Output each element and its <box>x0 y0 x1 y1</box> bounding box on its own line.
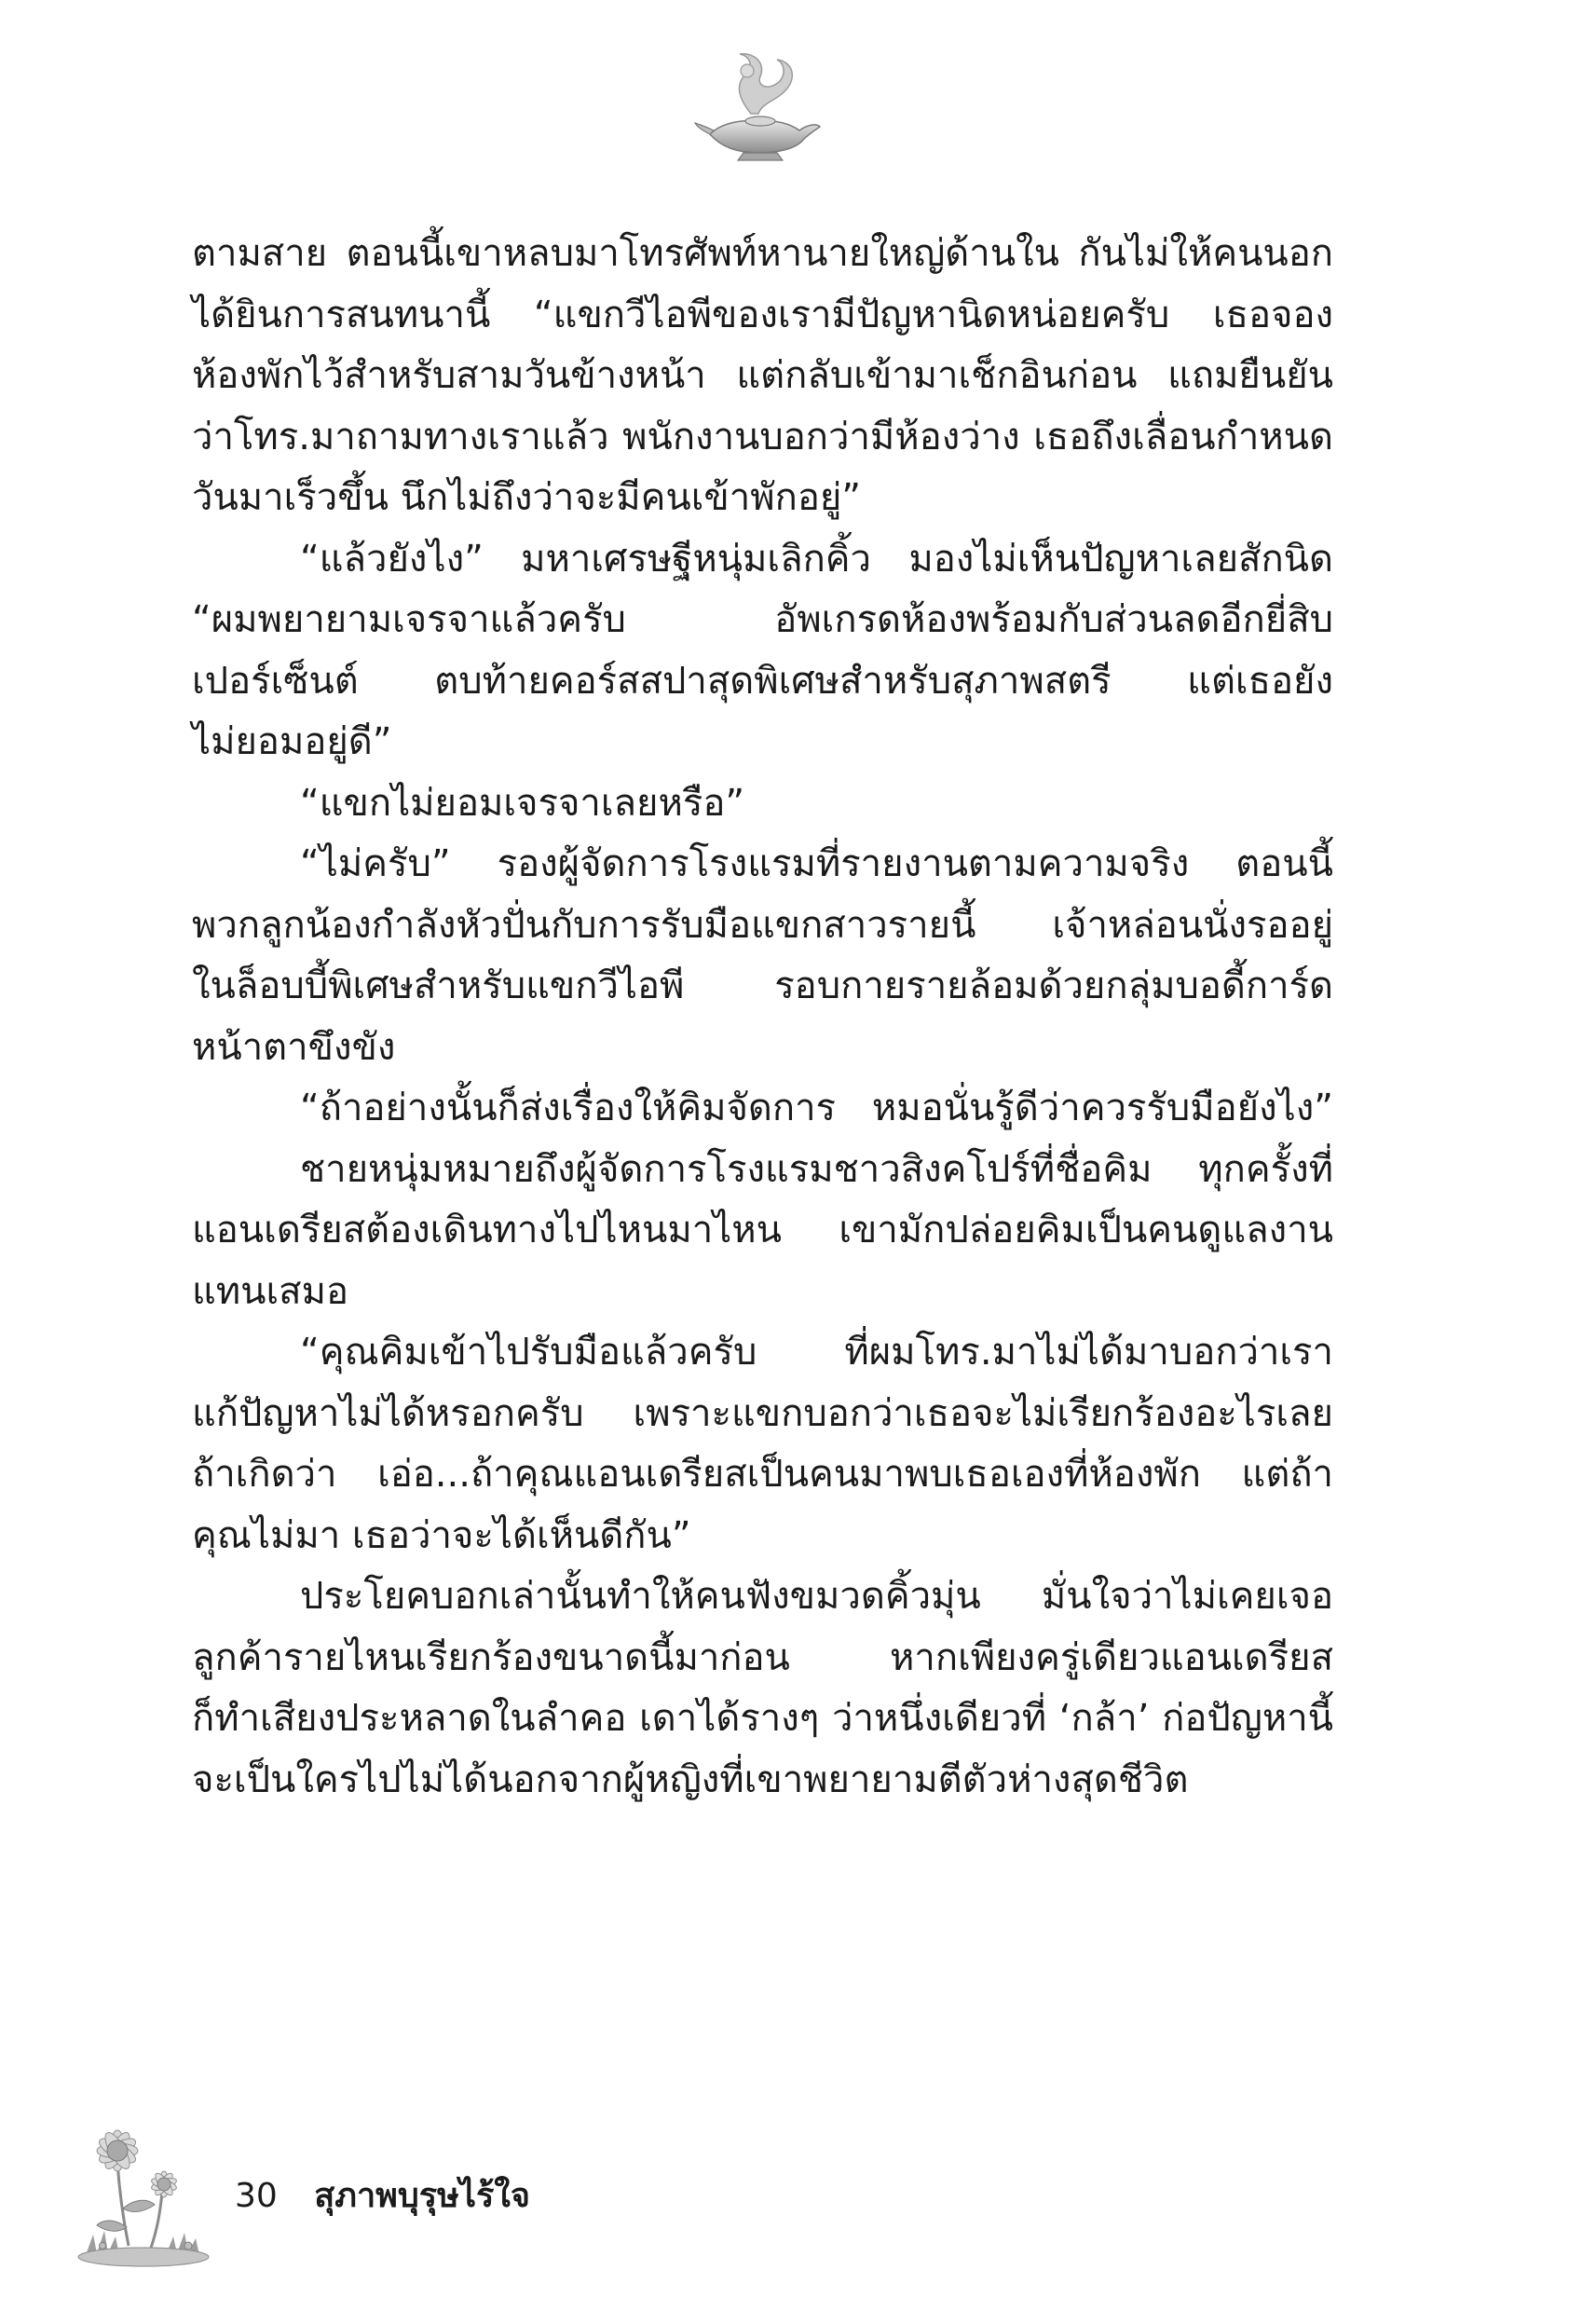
paragraph <box>192 1078 1333 1140</box>
text-line: “คุณคิมเข้าไปรับมือแล้วครับ ที่ผมโทร.มาไม่ได้มาบอกว่าเรา <box>300 1331 1333 1374</box>
text-line: จะเป็นใครไปไม่ได้นอกจากผู้หญิงที่เขาพยายามตีตัวห่างสุดชีวิต <box>192 1757 1189 1801</box>
text-line: ถ้าเกิดว่า เอ่อ...ถ้าคุณแอนเดรียสเป็นคนมาพบเธอเองที่ห้องพัก แต่ถ้า <box>192 1453 1333 1496</box>
book-title: สุภาพบุรุษไร้ใจ <box>314 2177 530 2215</box>
paragraph <box>192 773 1333 835</box>
text-line: แทนเสมอ <box>192 1269 348 1313</box>
text-line: ก็ทำเสียงประหลาดในลำคอ เดาได้รางๆ ว่าหนึ่งเดียวที่ ‘กล้า’ ก่อปัญหานี้ <box>192 1697 1333 1740</box>
text-line: ในล็อบบี้พิเศษสำหรับแขกวีไอพี รอบกายรายล้อมด้วยกลุ่มบอดี้การ์ด <box>192 964 1333 1007</box>
text-line: ห้องพักไว้สำหรับสามวันข้างหน้า แต่กลับเข้ามาเช็กอินก่อน แถมยืนยัน <box>192 354 1333 397</box>
text-line: วันมาเร็วขึ้น นึกไม่ถึงว่าจะมีคนเข้าพักอยู่” <box>192 476 862 519</box>
text-line: แอนเดรียสต้องเดินทางไปไหนมาไหน เขามักปล่อยคิมเป็นคนดูแลงาน <box>192 1209 1333 1251</box>
text-line: “ไม่ครับ” รองผู้จัดการโรงแรมที่รายงานตามความจริง ตอนนี้ <box>300 842 1333 885</box>
page-footer <box>235 2173 530 2220</box>
text-line: ได้ยินการสนทนานี้ “แขกวีไอพีของเรามีปัญหานิดหน่อยครับ เธอจอง <box>192 293 1333 336</box>
paragraph <box>192 224 1333 529</box>
text-line: ไม่ยอมอยู่ดี” <box>192 720 392 763</box>
text-line: “แขกไม่ยอมเจรจาเลยหรือ” <box>300 781 745 825</box>
paragraph <box>192 1566 1333 1811</box>
text-line: “แล้วยังไง” มหาเศรษฐีหนุ่มเลิกคิ้ว มองไม่เห็นปัญหาเลยสักนิด <box>300 537 1333 581</box>
text-line: “ถ้าอย่างนั้นก็ส่งเรื่องให้คิมจัดการ หมอนั่นรู้ดีว่าควรรับมือยังไง” <box>300 1087 1333 1129</box>
sunflower-icon <box>76 2106 216 2269</box>
text-line: ลูกค้ารายไหนเรียกร้องขนาดนี้มาก่อน หากเพียงครู่เดียวแอนเดรียส <box>192 1635 1333 1679</box>
text-line: คุณไม่มา เธอว่าจะได้เห็นดีกัน” <box>192 1513 691 1557</box>
text-line: ว่าโทร.มาถามทางเราแล้ว พนักงานบอกว่ามีห้องว่าง เธอถึงเลื่อนกำหนด <box>192 415 1333 458</box>
paragraph <box>192 1140 1333 1323</box>
text-line: ประโยคบอกเล่านั้นทำให้คนฟังขมวดคิ้วมุ่น มั่นใจว่าไม่เคยเจอ <box>300 1575 1333 1618</box>
text-line: ตามสาย ตอนนี้เขาหลบมาโทรศัพท์หานายใหญ่ด้านใน กันไม่ให้คนนอก <box>192 232 1333 275</box>
text-line: ชายหนุ่มหมายถึงผู้จัดการโรงแรมชาวสิงคโปร์ที่ชื่อคิม ทุกครั้งที่ <box>300 1147 1333 1191</box>
paragraph <box>192 1322 1333 1566</box>
text-line: เปอร์เซ็นต์ ตบท้ายคอร์สสปาสุดพิเศษสำหรับสุภาพสตรี แต่เธอยัง <box>192 659 1333 703</box>
text-line: หน้าตาขึงขัง <box>192 1025 396 1069</box>
text-line: “ผมพยายามเจรจาแล้วครับ อัพเกรดห้องพร้อมกับส่วนลดอีกยี่สิบ <box>192 598 1333 641</box>
text-line: แก้ปัญหาไม่ได้หรอกครับ เพราะแขกบอกว่าเธอจะไม่เรียกร้องอะไรเลย <box>192 1391 1333 1435</box>
genie-lamp-icon <box>693 48 824 165</box>
paragraph <box>192 834 1333 1078</box>
text-line: พวกลูกน้องกำลังหัวปั่นกับการรับมือแขกสาวรายนี้ เจ้าหล่อนนั่งรออยู่ <box>192 903 1333 947</box>
paragraph <box>192 529 1333 773</box>
body-text <box>192 224 1333 1811</box>
page-number: 30 <box>235 2177 278 2215</box>
